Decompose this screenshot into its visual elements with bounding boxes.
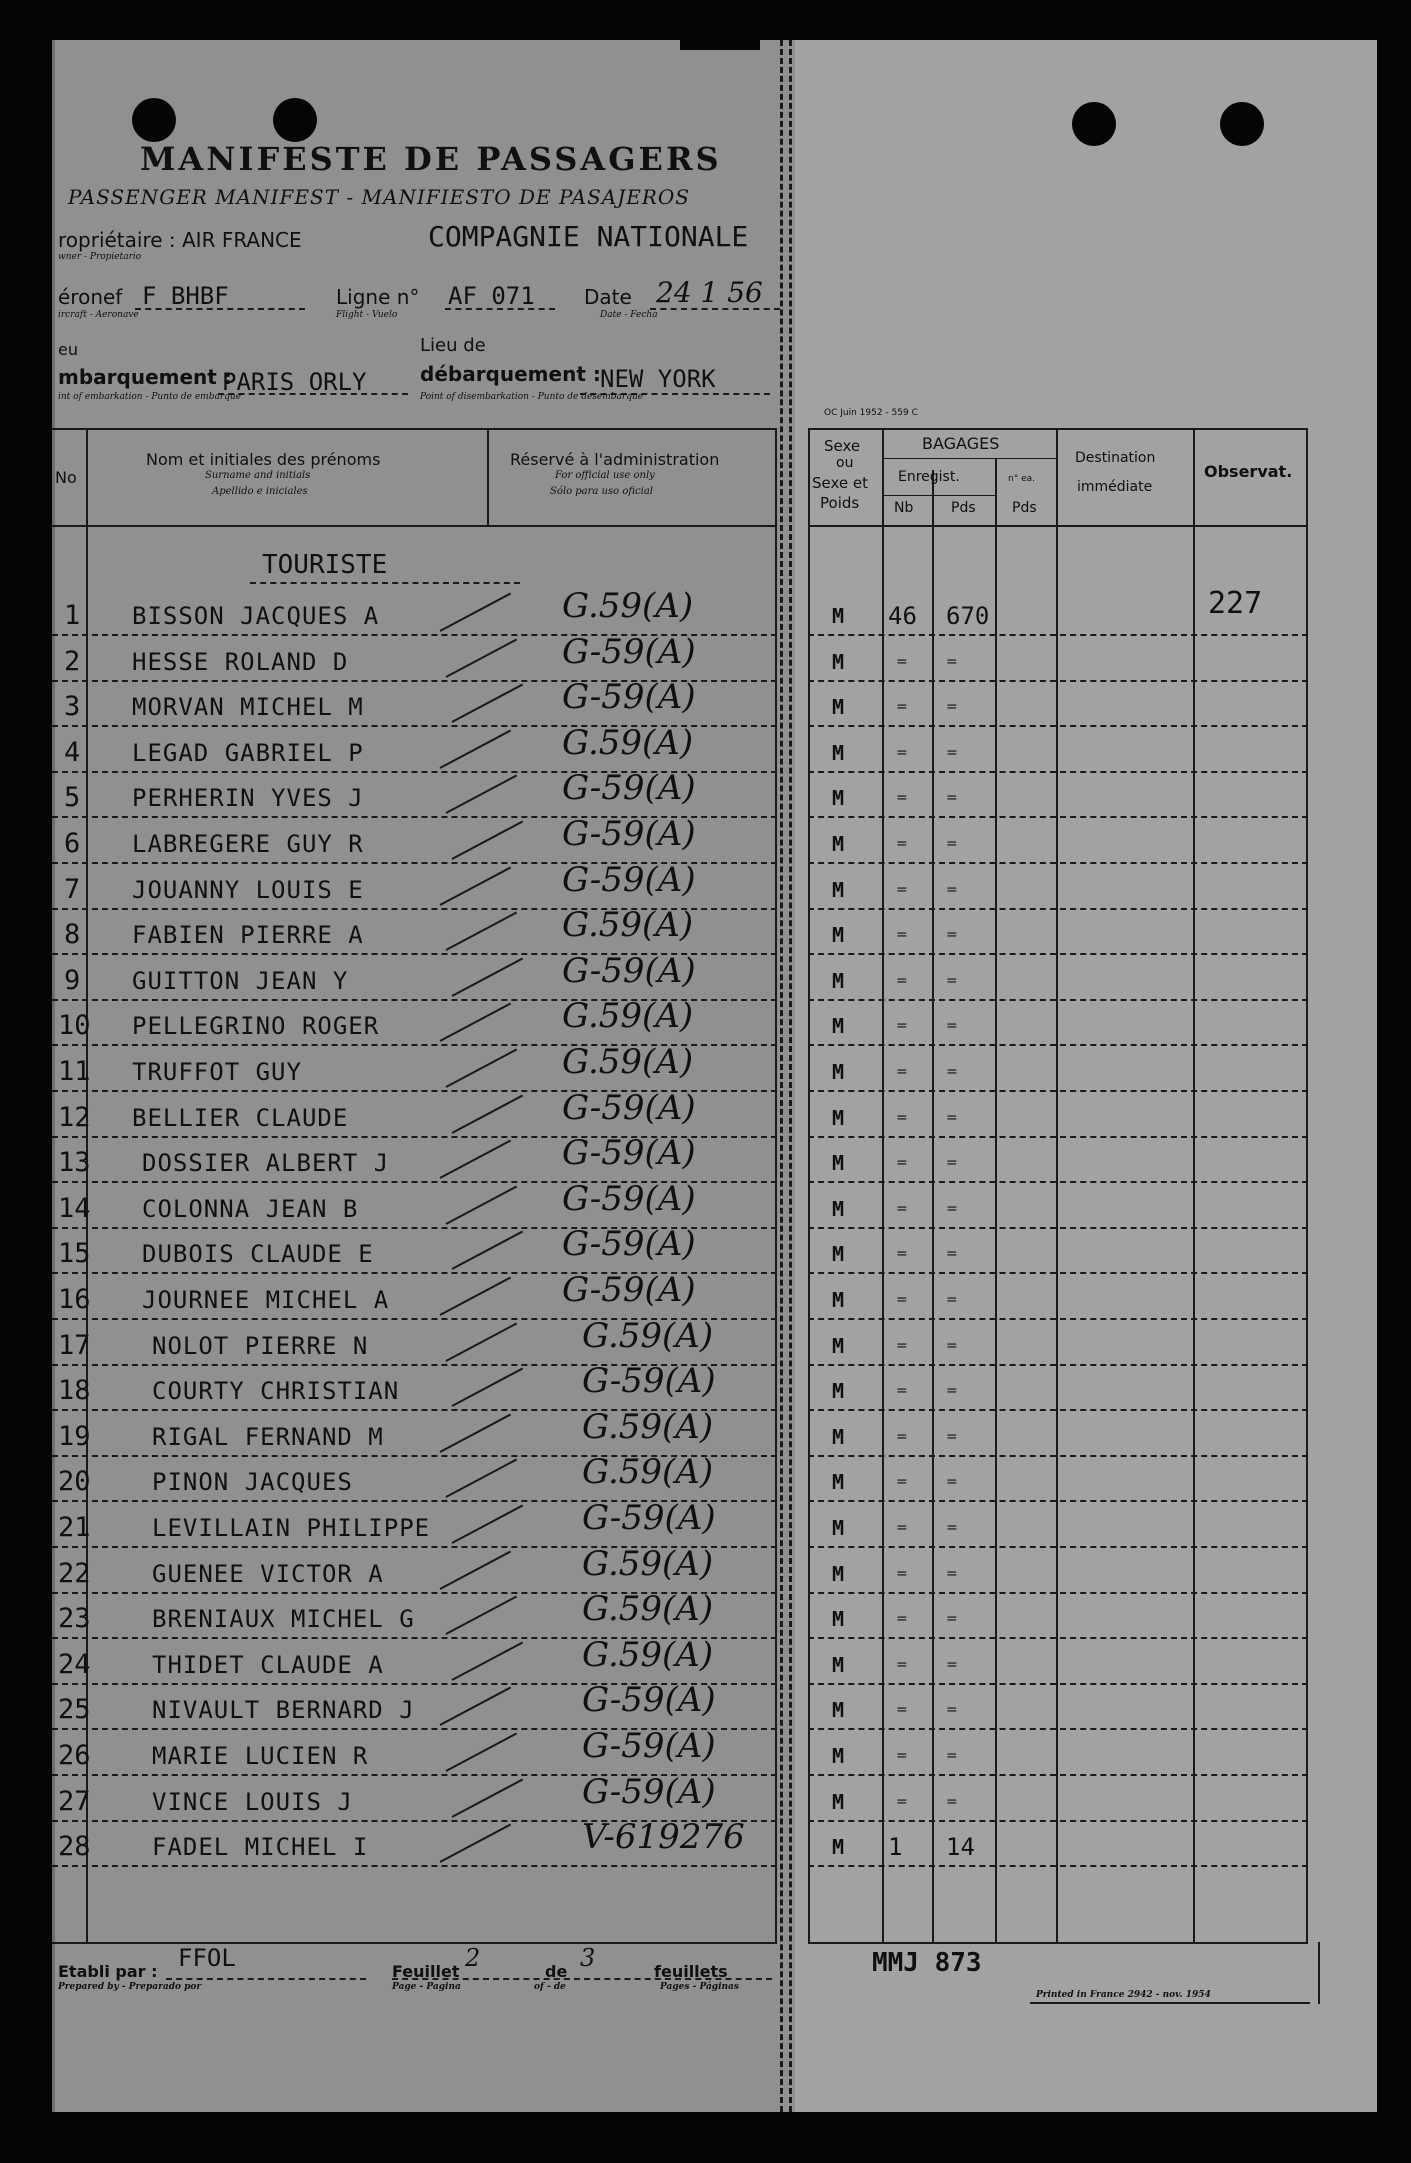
- perforation-line: [780, 40, 792, 2112]
- col-header-observ: Observat.: [1204, 462, 1293, 481]
- baggage-weight: =: [946, 745, 958, 761]
- col-sex-left: [808, 428, 810, 1943]
- class-label: TOURISTE: [262, 550, 388, 580]
- admin-code: G.59(A): [582, 1635, 714, 1675]
- row-number: 1: [64, 600, 81, 631]
- passenger-name: JOUANNY LOUIS E: [132, 876, 364, 904]
- sex-value: M: [832, 1562, 845, 1586]
- row-number: 11: [58, 1056, 91, 1087]
- row-number: 17: [58, 1330, 91, 1361]
- disembark-label-2: débarquement :: [420, 362, 601, 386]
- baggage-count: =: [896, 1383, 908, 1399]
- punch-hole-right-2b: [1220, 102, 1264, 146]
- row-line-right: [808, 680, 1308, 682]
- baggage-weight: =: [946, 1520, 958, 1536]
- row-line-right: [808, 999, 1308, 1001]
- sex-value: M: [832, 1516, 845, 1540]
- col-header-no-ea: n° ea.: [1008, 474, 1035, 484]
- sex-value: M: [832, 1653, 845, 1677]
- manifest-title: MANIFESTE DE PASSAGERS: [140, 140, 722, 178]
- sheet-label: Feuillet: [392, 1962, 460, 1981]
- manifest-subtitle: PASSENGER MANIFEST - MANIFIESTO DE PASAJEROS: [68, 185, 690, 209]
- row-line-right: [808, 1546, 1308, 1548]
- row-number: 20: [58, 1466, 91, 1497]
- passenger-name: DOSSIER ALBERT J: [142, 1149, 390, 1177]
- col-header-nb: Nb: [894, 500, 914, 516]
- row-line-right: [808, 771, 1308, 773]
- passenger-name: BISSON JACQUES A: [132, 602, 380, 630]
- disembark-sub: Point of disembarkation - Punto de desembarque: [420, 392, 644, 402]
- row-line-right: [808, 1227, 1308, 1229]
- col-header-name-3: Apellido e iniciales: [212, 486, 308, 497]
- row-line-right: [808, 1820, 1308, 1822]
- col-header-destination-1: Destination: [1075, 450, 1156, 466]
- passenger-name: TRUFFOT GUY: [132, 1058, 302, 1086]
- admin-code: G-59(A): [582, 1726, 716, 1766]
- admin-code: G-59(A): [562, 677, 696, 717]
- baggage-weight: =: [946, 1702, 958, 1718]
- passenger-name: HESSE ROLAND D: [132, 648, 349, 676]
- baggage-count: =: [896, 1201, 908, 1217]
- admin-code: G-59(A): [562, 632, 696, 672]
- baggage-count: =: [896, 1246, 908, 1262]
- sex-value: M: [832, 604, 845, 628]
- row-number: 18: [58, 1375, 91, 1406]
- passenger-name: VINCE LOUIS J: [152, 1788, 353, 1816]
- sex-value: M: [832, 832, 845, 856]
- passenger-name: NOLOT PIERRE N: [152, 1332, 369, 1360]
- baggage-header-rule: [882, 458, 1056, 459]
- admin-code: G-59(A): [562, 768, 696, 808]
- row-number: 15: [58, 1238, 91, 1269]
- baggage-weight: =: [946, 1338, 958, 1354]
- sheet-value: 2: [465, 1944, 481, 1972]
- row-line-right: [808, 1455, 1308, 1457]
- baggage-weight: =: [946, 1110, 958, 1126]
- admin-code: G.59(A): [562, 1042, 694, 1082]
- sex-value: M: [832, 1835, 845, 1859]
- passenger-name: COURTY CHRISTIAN: [152, 1377, 400, 1405]
- baggage-weight: =: [946, 882, 958, 898]
- baggage-count: =: [896, 1292, 908, 1308]
- row-number: 7: [64, 874, 81, 905]
- passenger-name: JOURNEE MICHEL A: [142, 1286, 390, 1314]
- col-header-sex-3: Sexe et: [812, 474, 869, 492]
- baggage-weight: =: [946, 1657, 958, 1673]
- of-sub: of - de: [534, 1982, 566, 1992]
- baggage-weight: =: [946, 1246, 958, 1262]
- passenger-name: THIDET CLAUDE A: [152, 1651, 384, 1679]
- admin-code: G-59(A): [562, 951, 696, 991]
- col-header-sex-4: Poids: [820, 494, 860, 512]
- baggage-count: =: [896, 1566, 908, 1582]
- embark-line: [218, 393, 408, 395]
- passenger-name: PINON JACQUES: [152, 1468, 353, 1496]
- row-line-right: [808, 634, 1308, 636]
- baggage-count: =: [896, 699, 908, 715]
- col-pds2-divider: [1056, 428, 1058, 1943]
- row-number: 22: [58, 1558, 91, 1589]
- row-number: 14: [58, 1193, 91, 1224]
- row-number: 3: [64, 691, 81, 722]
- admin-code: G-59(A): [562, 1179, 696, 1219]
- baggage-count: =: [896, 745, 908, 761]
- baggage-weight: 14: [946, 1833, 975, 1861]
- passenger-name: LEGAD GABRIEL P: [132, 739, 364, 767]
- baggage-count: 46: [888, 602, 917, 630]
- registered-header-rule: [882, 495, 995, 496]
- passenger-name: COLONNA JEAN B: [142, 1195, 359, 1223]
- sex-value: M: [832, 786, 845, 810]
- admin-code: G.59(A): [582, 1452, 714, 1492]
- row-line-right: [808, 1409, 1308, 1411]
- observation-value: 227: [1208, 586, 1263, 621]
- row-line-right: [808, 1500, 1308, 1502]
- col-header-registered: Enregist.: [898, 469, 960, 485]
- sex-value: M: [832, 1060, 845, 1084]
- owner-value: COMPAGNIE NATIONALE: [428, 220, 749, 253]
- row-line-right: [808, 1865, 1308, 1867]
- col-sex-divider: [882, 428, 884, 1943]
- row-line-right: [808, 953, 1308, 955]
- row-line-right: [808, 725, 1308, 727]
- admin-code: G.59(A): [582, 1589, 714, 1629]
- baggage-weight: =: [946, 1748, 958, 1764]
- baggage-weight: =: [946, 790, 958, 806]
- admin-code: G-59(A): [562, 1088, 696, 1128]
- passenger-name: BELLIER CLAUDE: [132, 1104, 349, 1132]
- flight-sub: Flight - Vuelo: [336, 310, 398, 320]
- col-header-admin-3: Sólo para uso oficial: [550, 486, 653, 497]
- baggage-count: =: [896, 1657, 908, 1673]
- baggage-count: =: [896, 973, 908, 989]
- col-header-admin-1: Réservé à l'administration: [510, 450, 720, 469]
- sex-value: M: [832, 650, 845, 674]
- row-number: 19: [58, 1421, 91, 1452]
- baggage-count: =: [896, 1611, 908, 1627]
- sex-value: M: [832, 1607, 845, 1631]
- row-line-right: [808, 1318, 1308, 1320]
- col-header-destination-2: immédiate: [1077, 479, 1153, 495]
- col-header-sex-2: ou: [836, 455, 854, 471]
- col-header-name-1: Nom et initiales des prénoms: [146, 450, 381, 469]
- sex-value: M: [832, 1288, 845, 1312]
- admin-code: G.59(A): [562, 586, 694, 626]
- owner-label: ropriétaire : AIR FRANCE: [58, 228, 302, 252]
- row-number: 26: [58, 1740, 91, 1771]
- passenger-name: RIGAL FERNAND M: [152, 1423, 384, 1451]
- baggage-count: =: [896, 1110, 908, 1126]
- row-line-right: [808, 1136, 1308, 1138]
- baggage-count: =: [896, 1520, 908, 1536]
- row-line-right: [808, 862, 1308, 864]
- date-label: Date: [584, 285, 632, 309]
- baggage-weight: =: [946, 1429, 958, 1445]
- baggage-count: =: [896, 882, 908, 898]
- baggage-weight: =: [946, 973, 958, 989]
- row-line-right: [808, 1637, 1308, 1639]
- admin-code: G-59(A): [582, 1361, 716, 1401]
- col-header-sex-1: Sexe: [824, 437, 861, 455]
- baggage-weight: =: [946, 1474, 958, 1490]
- aircraft-line: [135, 308, 305, 310]
- admin-code: G-59(A): [562, 1224, 696, 1264]
- baggage-count: =: [896, 1794, 908, 1810]
- sheets-label: feuillets: [654, 1962, 728, 1981]
- row-line-right: [808, 1683, 1308, 1685]
- row-number: 21: [58, 1512, 91, 1543]
- table-bottom-rule-right: [808, 1942, 1308, 1944]
- sheet-tab: [680, 0, 760, 50]
- col-dest-divider: [1193, 428, 1195, 1943]
- flight-label: Ligne n°: [336, 285, 420, 309]
- disembark-label-1: Lieu de: [420, 335, 486, 356]
- sex-value: M: [832, 1014, 845, 1038]
- sex-value: M: [832, 1242, 845, 1266]
- baggage-weight: =: [946, 1566, 958, 1582]
- punch-hole-left-2b: [273, 98, 317, 142]
- baggage-weight: =: [946, 1018, 958, 1034]
- row-number: 6: [64, 828, 81, 859]
- baggage-count: =: [896, 654, 908, 670]
- col-header-baggage: BAGAGES: [922, 434, 1000, 453]
- row-number: 2: [64, 646, 81, 677]
- sheet-sub: Page - Pagina: [392, 1982, 461, 1992]
- row-line-right: [808, 1272, 1308, 1274]
- aircraft-value: F BHBF: [142, 282, 229, 310]
- baggage-count: =: [896, 1748, 908, 1764]
- baggage-count: =: [896, 1155, 908, 1171]
- row-number: 16: [58, 1284, 91, 1315]
- row-line-right: [808, 1592, 1308, 1594]
- baggage-count: =: [896, 1702, 908, 1718]
- baggage-count: =: [896, 1018, 908, 1034]
- sex-value: M: [832, 1151, 845, 1175]
- sex-value: M: [832, 1744, 845, 1768]
- admin-code: G-59(A): [582, 1680, 716, 1720]
- prepared-line: [166, 1978, 366, 1980]
- table-bottom-rule-left: [52, 1942, 777, 1944]
- of-value: 3: [580, 1944, 596, 1972]
- baggage-weight: =: [946, 927, 958, 943]
- admin-code: G.59(A): [582, 1544, 714, 1584]
- row-number: 24: [58, 1649, 91, 1680]
- footer-right-edge: [1318, 1942, 1320, 2004]
- col-obs-right: [1306, 428, 1308, 1943]
- prepared-sub: Prepared by - Preparado por: [58, 1982, 202, 1992]
- baggage-weight: =: [946, 1201, 958, 1217]
- sex-value: M: [832, 1197, 845, 1221]
- passenger-name: PELLEGRINO ROGER: [132, 1012, 380, 1040]
- date-value: 24 1 56: [656, 276, 763, 309]
- col-header-pds: Pds: [951, 500, 976, 516]
- col-header-pds2: Pds: [1012, 500, 1037, 516]
- owner-sub: wner - Propietario: [58, 252, 142, 262]
- row-line-right: [808, 908, 1308, 910]
- row-number: 9: [64, 965, 81, 996]
- baggage-weight: =: [946, 699, 958, 715]
- baggage-weight: 670: [946, 602, 990, 630]
- baggage-weight: =: [946, 1383, 958, 1399]
- row-number: 5: [64, 782, 81, 813]
- form-code: OC Juin 1952 - 559 C: [824, 408, 918, 418]
- embark-value: PARIS ORLY: [222, 368, 367, 396]
- row-line-right: [808, 1364, 1308, 1366]
- admin-code: G.59(A): [562, 723, 694, 763]
- passenger-name: DUBOIS CLAUDE E: [142, 1240, 374, 1268]
- row-line-right: [808, 1774, 1308, 1776]
- col-nb-divider: [932, 470, 934, 1943]
- admin-code: V-619276: [582, 1817, 745, 1857]
- admin-code: G-59(A): [562, 1133, 696, 1173]
- col-header-admin-2: For official use only: [555, 470, 655, 481]
- baggage-count: 1: [888, 1833, 903, 1861]
- disembark-value: NEW YORK: [600, 365, 716, 393]
- sex-value: M: [832, 1425, 845, 1449]
- flight-value: AF 071: [448, 282, 535, 310]
- passenger-name: PERHERIN YVES J: [132, 784, 364, 812]
- sheet-line: [392, 1978, 772, 1980]
- row-line-right: [808, 1728, 1308, 1730]
- admin-code: G.59(A): [582, 1316, 714, 1356]
- footer-underline: [1030, 2002, 1310, 2004]
- passenger-name: LEVILLAIN PHILIPPE: [152, 1514, 431, 1542]
- row-number: 25: [58, 1694, 91, 1725]
- baggage-weight: =: [946, 1611, 958, 1627]
- baggage-count: =: [896, 1474, 908, 1490]
- row-line-right: [808, 1044, 1308, 1046]
- baggage-weight: =: [946, 1064, 958, 1080]
- baggage-count: =: [896, 927, 908, 943]
- row-line: [52, 1865, 777, 1867]
- sheets-sub: Pages - Páginas: [660, 1982, 739, 1992]
- row-line-right: [808, 1181, 1308, 1183]
- admin-code: G-59(A): [562, 814, 696, 854]
- passenger-name: GUITTON JEAN Y: [132, 967, 349, 995]
- baggage-count: =: [896, 836, 908, 852]
- baggage-count: =: [896, 1429, 908, 1445]
- passenger-name: LABREGERE GUY R: [132, 830, 364, 858]
- sex-value: M: [832, 1698, 845, 1722]
- prepared-value: FFOL: [178, 1944, 236, 1972]
- row-number: 28: [58, 1831, 91, 1862]
- baggage-weight: =: [946, 1155, 958, 1171]
- row-number: 13: [58, 1147, 91, 1178]
- passenger-name: NIVAULT BERNARD J: [152, 1696, 415, 1724]
- passenger-name: FABIEN PIERRE A: [132, 921, 364, 949]
- flight-line: [445, 308, 555, 310]
- sex-value: M: [832, 1790, 845, 1814]
- baggage-weight: =: [946, 1292, 958, 1308]
- embark-sub: int of embarkation - Punto de embarque: [58, 392, 242, 402]
- row-number: 8: [64, 919, 81, 950]
- date-line: [650, 308, 780, 310]
- aircraft-label: éronef: [58, 285, 123, 309]
- baggage-weight: =: [946, 1794, 958, 1810]
- passenger-name: BRENIAUX MICHEL G: [152, 1605, 415, 1633]
- aircraft-sub: ircraft - Aeronave: [58, 310, 139, 320]
- table-top-rule-left: [52, 428, 777, 430]
- admin-code: G.59(A): [562, 996, 694, 1036]
- embark-label-2: mbarquement :: [58, 365, 232, 389]
- baggage-count: =: [896, 790, 908, 806]
- row-line-right: [808, 816, 1308, 818]
- sex-value: M: [832, 695, 845, 719]
- sex-value: M: [832, 1334, 845, 1358]
- sex-value: M: [832, 923, 845, 947]
- embark-label-1: eu: [58, 340, 78, 359]
- prepared-label: Etabli par :: [58, 1962, 158, 1981]
- col-admin-divider: [775, 428, 777, 1943]
- admin-code: G-59(A): [582, 1498, 716, 1538]
- col-header-name-2: Surname and initials: [205, 470, 311, 481]
- passenger-name: MARIE LUCIEN R: [152, 1742, 369, 1770]
- baggage-weight: =: [946, 836, 958, 852]
- admin-code: G.59(A): [562, 905, 694, 945]
- sex-value: M: [832, 969, 845, 993]
- date-sub: Date - Fecha: [600, 310, 658, 320]
- admin-code: G-59(A): [562, 1270, 696, 1310]
- row-number: 10: [58, 1010, 91, 1041]
- baggage-count: =: [896, 1338, 908, 1354]
- sex-value: M: [832, 1106, 845, 1130]
- col-header-no: No: [55, 468, 77, 487]
- col-name-divider: [487, 428, 489, 526]
- row-number: 27: [58, 1786, 91, 1817]
- admin-code: G-59(A): [562, 860, 696, 900]
- row-number: 12: [58, 1102, 91, 1133]
- punch-hole-right-1b: [1072, 102, 1116, 146]
- sex-value: M: [832, 1470, 845, 1494]
- row-number: 23: [58, 1603, 91, 1634]
- admin-code: G-59(A): [582, 1772, 716, 1812]
- baggage-weight: =: [946, 654, 958, 670]
- class-label-underline: [250, 582, 520, 584]
- admin-code: G.59(A): [582, 1407, 714, 1447]
- passenger-name: MORVAN MICHEL M: [132, 693, 364, 721]
- row-line-right: [808, 1090, 1308, 1092]
- stamp-code: MMJ 873: [872, 1948, 982, 1978]
- passenger-name: GUENEE VICTOR A: [152, 1560, 384, 1588]
- passenger-name: FADEL MICHEL I: [152, 1833, 369, 1861]
- sex-value: M: [832, 741, 845, 765]
- punch-hole-left-1b: [132, 98, 176, 142]
- of-label: de: [545, 1962, 568, 1981]
- sex-value: M: [832, 1379, 845, 1403]
- sex-value: M: [832, 878, 845, 902]
- row-number: 4: [64, 737, 81, 768]
- printed-note: Printed in France 2942 - nov. 1954: [1036, 1990, 1211, 2000]
- header-bottom-rule-left: [52, 525, 777, 527]
- baggage-count: =: [896, 1064, 908, 1080]
